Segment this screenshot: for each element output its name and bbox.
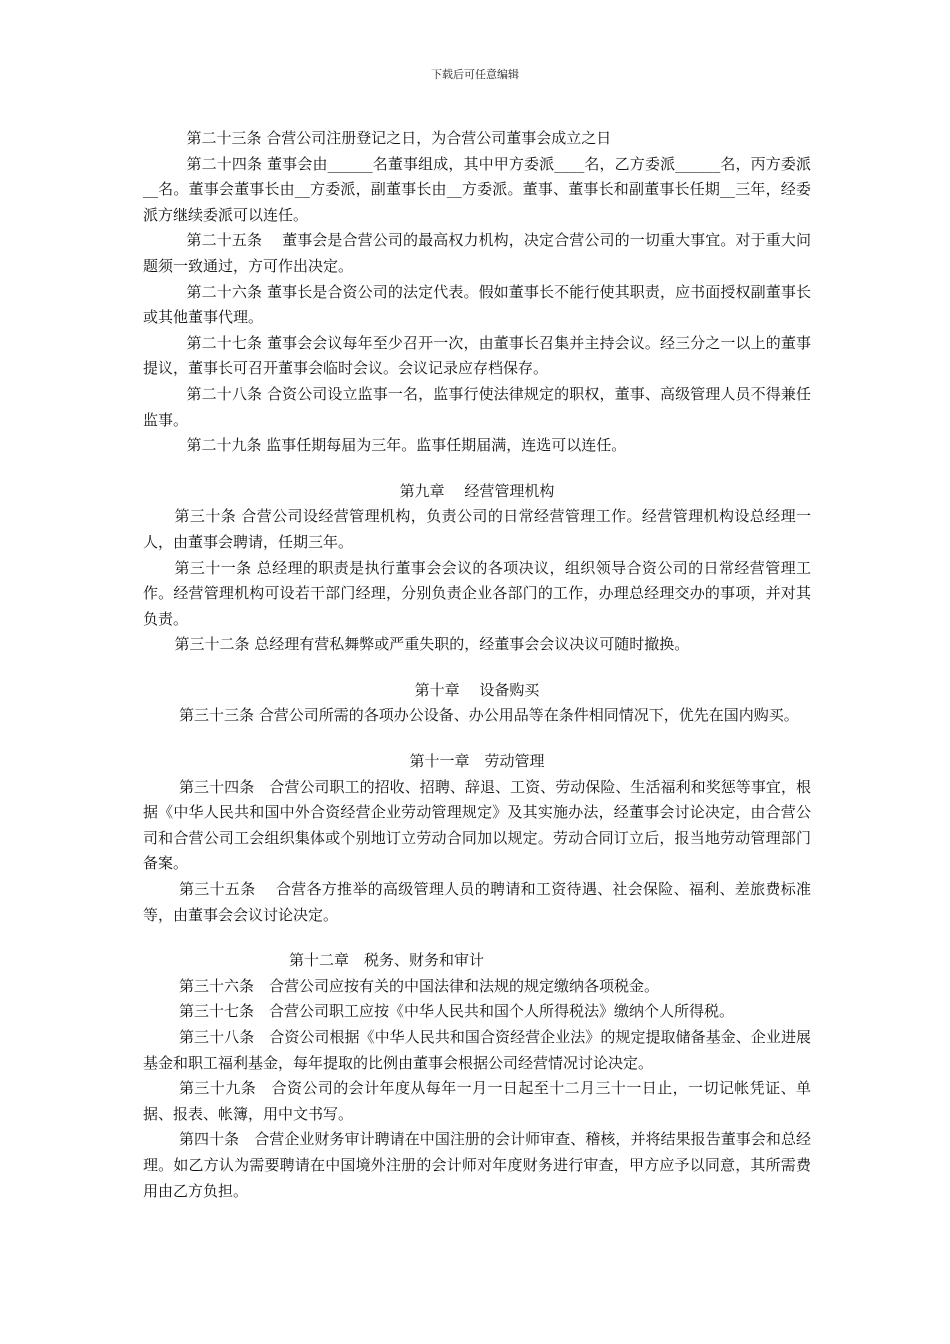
article-paragraph: 第二十六条 董事长是合资公司的法定代表。假如董事长不能行使其职责，应书面授权副董事长或其他董事代理。 bbox=[143, 282, 811, 327]
chapter-heading: 第十一章 劳动管理 bbox=[409, 752, 545, 771]
article-paragraph: 第三十八条 合资公司根据《中华人民共和国合资经营企业法》的规定提取储备基金、企业进展基金和职工福利基金，每年提取的比例由董事会根据公司经营情况讨论决定。 bbox=[143, 1028, 811, 1072]
article-paragraph: 第三十九条 合资公司的会计年度从每年一月一日起至十二月三十一日止，一切记帐凭证、单据、报表、帐簿，用中文书写。 bbox=[143, 1079, 811, 1123]
section-gap bbox=[143, 928, 811, 948]
section-gap bbox=[143, 459, 811, 479]
article-paragraph: 第二十七条 董事会会议每年至少召开一次，由董事长召集并主持会议。经三分之一以上的董事提议，董事长可召开董事会临时会议。会议记录应存档保存。 bbox=[143, 333, 811, 378]
article-paragraph: 第三十条 合营公司设经营管理机构，负责公司的日常经营管理工作。经营管理机构设总经理一人，由董事会聘请，任期三年。 bbox=[143, 507, 811, 551]
article-paragraph: 第二十四条 董事会由______名董事组成，其中甲方委派____名，乙方委派______名，丙方委派__名。董事会董事长由__方委派，副董事长由__方委派。董事、董事长和副董事长任期__三年，经委派方继续委派可以连任。 bbox=[143, 154, 811, 224]
page-header: 下载后可任意编辑 bbox=[431, 68, 519, 81]
article-paragraph: 第三十七条 合营公司职工应按《中华人民共和国个人所得税法》缴纳个人所得税。 bbox=[179, 1002, 735, 1021]
article-paragraph: 第三十四条 合营公司职工的招收、招聘、辞退、工资、劳动保险、生活福利和奖惩等事宜，根据《中华人民共和国中外合资经营企业劳动管理规定》及其实施办法，经董事会讨论决定，由合营公司和合营公司工会组织集体或个别地订立劳动合同加以规定。劳动合同订立后，报当地劳动管理部门备案。 bbox=[143, 777, 811, 873]
chapter-heading: 第十章 设备购买 bbox=[414, 680, 540, 699]
article-paragraph: 第三十六条 合营公司应按有关的中国法律和法规的规定缴纳各项税金。 bbox=[179, 976, 660, 995]
article-paragraph: 第四十条 合营企业财务审计聘请在中国注册的会计师审查、稽核，并将结果报告董事会和总经理。如乙方认为需要聘请在中国境外注册的会计师对年度财务进行审查，甲方应予以同意，其所需费用由乙方负担。 bbox=[143, 1130, 811, 1200]
article-paragraph: 第二十八条 合资公司设立监事一名，监事行使法律规定的职权，董事、高级管理人员不得兼任监事。 bbox=[143, 384, 811, 429]
article-paragraph: 第三十三条 合营公司所需的各项办公设备、办公用品等在条件相同情况下，优先在国内购买。 bbox=[179, 706, 799, 725]
article-paragraph: 第二十五条 董事会是合营公司的最高权力机构，决定合营公司的一切重大事宜。对于重大问题须一致通过，方可作出决定。 bbox=[143, 231, 811, 275]
article-paragraph: 第三十五条 合营各方推举的高级管理人员的聘请和工资待遇、社会保险、福利、差旅费标准等，由董事会会议讨论决定。 bbox=[143, 880, 811, 924]
chapter-heading: 第九章 经营管理机构 bbox=[399, 481, 555, 500]
article-paragraph: 第三十一条 总经理的职责是执行董事会会议的各项决议，组织领导合资公司的日常经营管理工作。经营管理机构可设若干部门经理，分别负责企业各部门的工作，办理总经理交办的事项，并对其负责。 bbox=[143, 558, 811, 628]
article-paragraph: 第二十九条 监事任期每届为三年。监事任期届满，连选可以连任。 bbox=[186, 436, 627, 455]
section-gap bbox=[143, 729, 811, 749]
article-paragraph: 第二十三条 合营公司注册登记之日，为合营公司董事会成立之日 bbox=[186, 129, 612, 147]
section-gap bbox=[143, 658, 811, 678]
article-paragraph: 第三十二条 总经理有营私舞弊或严重失职的，经董事会会议决议可随时撤换。 bbox=[174, 635, 690, 654]
document-body bbox=[143, 126, 811, 1204]
chapter-heading: 第十二章 税务、财务和审计 bbox=[289, 951, 485, 970]
